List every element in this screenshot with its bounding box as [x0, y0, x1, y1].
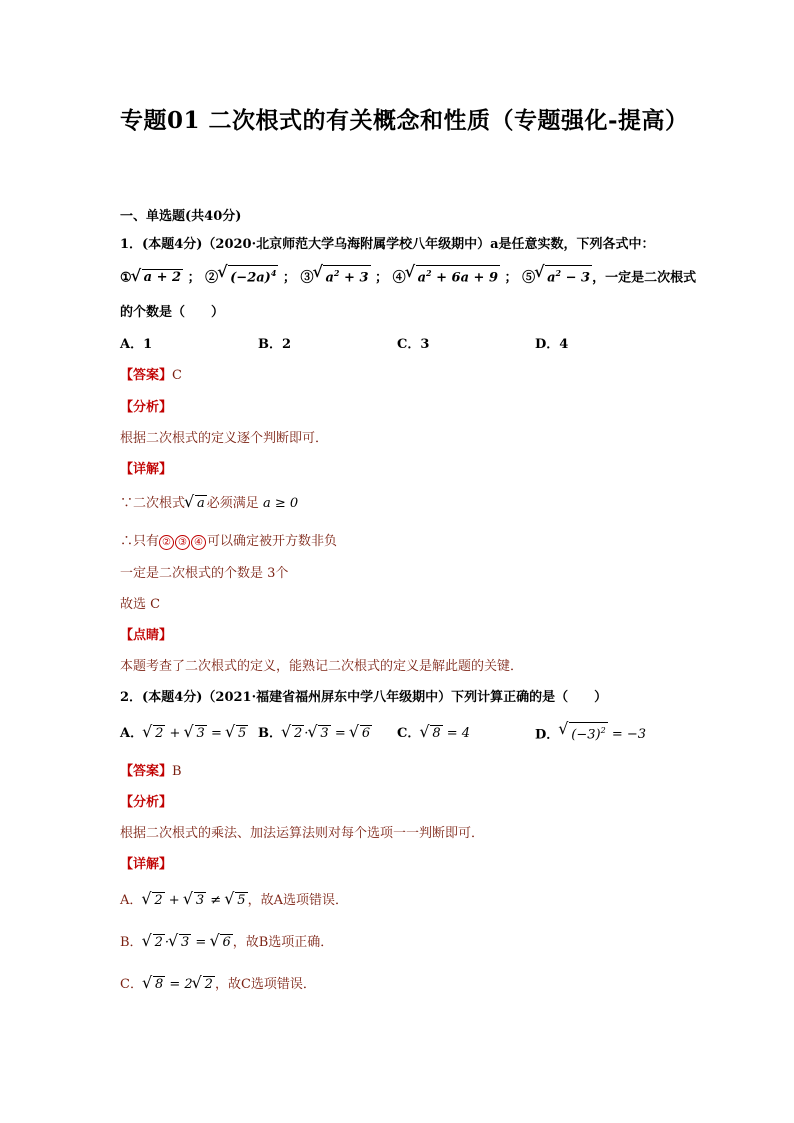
- q2-detail-c-expr: √ 8 = 2√ 2: [143, 977, 215, 992]
- expr-1: √ a + 2: [133, 269, 183, 285]
- question-1-stem: 1．(本题4分)（2020·北京师范大学乌海附属学校八年级期中）a是任意实数，下列各式中：: [120, 237, 655, 252]
- expr-2: √ $(-2a)^4$: [219, 265, 278, 285]
- expr-5: √ $a^2 - 3$: [536, 265, 592, 285]
- q2-answer: [120, 760, 182, 779]
- expr-4: √ $a^2 + 6a + 9$: [407, 265, 500, 285]
- question-2-stem: 2．(本题4分)（2021·福建省福州屏东中学八年级期中）下列计算正确的是（ ）: [120, 690, 608, 705]
- q2-answer-tag: 【答案】: [120, 764, 173, 779]
- circled-4: ④: [191, 535, 206, 550]
- detail-2-suffix: 可以确定被开方数非负: [207, 534, 338, 549]
- q2-detail-b-expr: √ 2 ·√ 3 = √ 6: [143, 935, 233, 950]
- q2-option-c: [397, 722, 470, 741]
- item-1-marker: ①: [120, 270, 132, 286]
- q2-option-b-expr: √ 2 ·√ 3 = √ 6: [282, 726, 372, 741]
- q1-detail-1: [120, 492, 298, 511]
- item-4-marker: ④: [392, 270, 406, 286]
- q2-detail-c: [120, 973, 316, 992]
- expr-3: √ $a^2 + 3$: [314, 265, 370, 285]
- q2-answer-value: B: [172, 764, 182, 779]
- q2-analysis: 根据二次根式的乘法、加法运算法则对每个选项一一判断即可．: [120, 826, 485, 841]
- q1-option-b: B．2: [258, 337, 292, 352]
- q2-detail-tag: 【详解】: [120, 857, 173, 872]
- q2-detail-a: [120, 889, 348, 908]
- detail-1-middle: 必须满足: [206, 496, 259, 511]
- answer-tag: 【答案】: [120, 368, 173, 383]
- q2-detail-a-expr: √ 2 + √ 3 ≠ √ 5: [142, 893, 247, 908]
- q2-detail-c-text: ，故C选项错误．: [214, 977, 316, 992]
- sqrt-a-expr: √ a: [186, 495, 207, 511]
- q1-detail-3: 一定是二次根式的个数是 3个: [120, 566, 289, 581]
- q1-option-c: C．3: [397, 337, 430, 352]
- q2-detail-b: [120, 931, 333, 950]
- page-title: 专题01 二次根式的有关概念和性质（专题强化-提高）: [120, 107, 689, 134]
- q2-detail-a-text: ，故A选项错误．: [247, 893, 348, 908]
- circled-3: ③: [175, 535, 190, 550]
- q2-option-a-expr: √ 2 + √ 3 = √ 5: [143, 726, 248, 741]
- q2-option-a-label: A．: [120, 726, 144, 741]
- answer-value: C: [172, 368, 182, 383]
- q2-option-d-label: D．: [535, 727, 560, 743]
- q2-option-a: [120, 722, 248, 741]
- q1-analysis-tag: 【分析】: [120, 400, 173, 415]
- q1-detail-tag: 【详解】: [120, 462, 173, 477]
- item-3-marker: ③: [300, 270, 314, 286]
- q1-detail-4: 故选 C: [120, 597, 161, 612]
- q1-detail-2: [120, 530, 337, 550]
- question-1-stem-2: 的个数是（ ）: [120, 305, 225, 320]
- q1-answer: [120, 364, 182, 383]
- question-1-expressions: ①√ a + 2 ； ②√ $(-2a)^4$ ； ③√ $a^2 + 3$ ； ④√ $a^2 + 6a + 9$ ； ⑤√ $a^2 - 3$ ，一定是二次根式: [120, 265, 696, 285]
- q2-option-c-label: C．: [397, 726, 421, 741]
- detail-2-prefix: ∴只有: [120, 534, 160, 549]
- q2-option-d: [535, 722, 646, 742]
- q1-option-a: A．1: [120, 337, 153, 352]
- circled-2: ②: [159, 535, 174, 550]
- q1-analysis: 根据二次根式的定义逐个判断即可．: [120, 431, 329, 446]
- q2-detail-b-text: ，故B选项正确．: [232, 935, 334, 950]
- detail-1-prefix: ∵二次根式: [120, 496, 186, 511]
- q2-option-d-expr: √ $(-3)^2 = -3$: [559, 727, 646, 742]
- q2-option-c-expr: √ 8 = 4: [420, 726, 470, 741]
- q2-detail-c-label: C．: [120, 977, 143, 992]
- q1-option-d: D．4: [535, 337, 569, 352]
- q2-detail-b-label: B．: [120, 935, 143, 950]
- q1-comment-tag: 【点睛】: [120, 628, 173, 643]
- q2-option-b-label: B．: [258, 726, 282, 741]
- q2-detail-a-label: A．: [120, 893, 143, 908]
- item-2-marker: ②: [205, 270, 219, 286]
- condition-expr: a ≥ 0: [262, 496, 299, 511]
- section-heading: 一、单选题(共40分): [120, 209, 242, 224]
- q2-analysis-tag: 【分析】: [120, 795, 173, 810]
- item-5-marker: ⑤: [522, 270, 536, 286]
- question-1-stem-tail: ，一定是二次根式: [592, 270, 697, 286]
- q1-comment: 本题考查了二次根式的定义，能熟记二次根式的定义是解此题的关键．: [120, 659, 524, 674]
- q2-option-b: [258, 722, 372, 741]
